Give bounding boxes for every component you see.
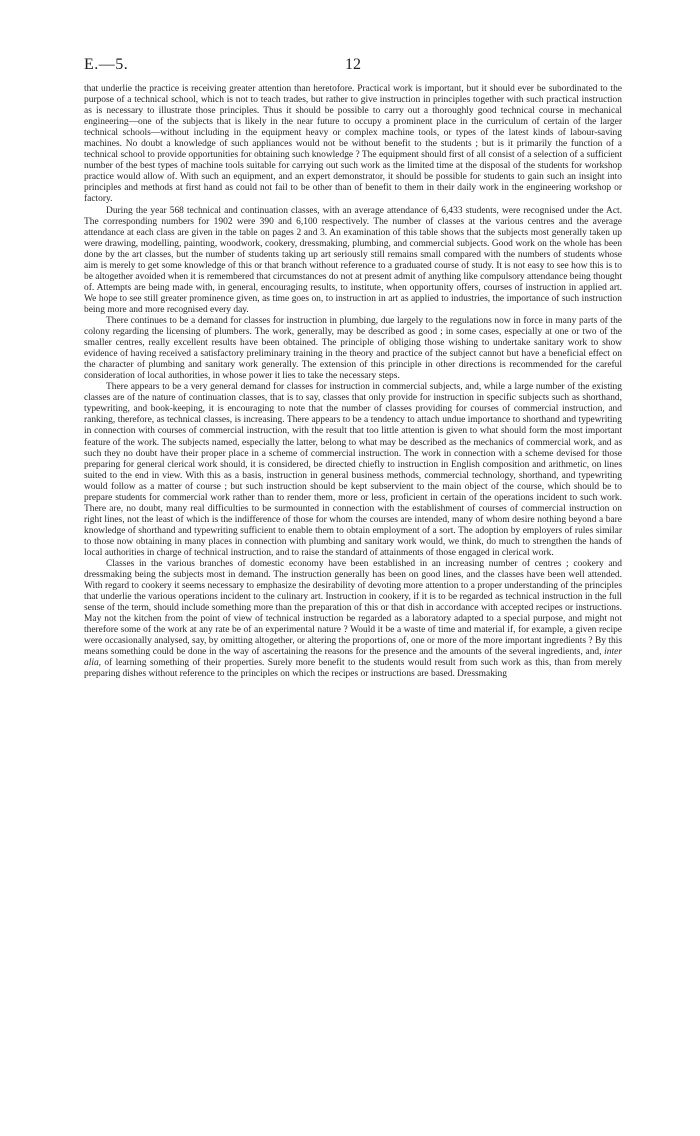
- paragraph-commercial-subjects: There appears to be a very general demand for classes for instruction in commercial subjects, and, while a large number of the existing classes are of the nature of continuation classes, that is to say, classes that only provide for instruction in specific subjects such as shorthand, typewriting, and book-keeping, it is encouraging to note that the number of classes providing for courses of commercial instruction, and ranking, therefore, as technical classes, is increasing. There appears to be a tendency to attach undue importance to shorthand and typewriting in connection with courses of commercial instruction, with the result that too little attention is given to what should form the most important feature of the work. The subjects named, especially the latter, belong to what may be described as the mechanics of commercial work, and as such they no doubt have their proper place in a scheme of commercial instruction. The work in connection with a scheme devised for those preparing for general clerical work should, it is considered, be directed chiefly to instruction in English composition and arithmetic, on lines suited to the end in view. With this as a basis, instruction in general business methods, commercial technology, shorthand, and typewriting would follow as a matter of course ; but such instruction should be kept subservient to the main object of the course, which should be to prepare students for commercial work rather than to render them, more or less, proficient in certain of the operations incident to such work. There are, no doubt, many real difficulties to be surmounted in connection with the establishment of courses of commercial instruction on right lines, not the least of which is the indifference of those for whom the courses are intended, many of whom desire nothing beyond a bare knowledge of shorthand and typewriting sufficient to enable them to obtain employment of a sort. The adoption by employers of rules similar to those now obtaining in many places in connection with plumbing and sanitary work would, we think, do much to strengthen the hands of local authorities in charge of technical instruction, and to raise the standard of attainments of those engaged in clerical work.: [84, 382, 622, 558]
- domestic-economy-text-start: Classes in the various branches of domestic economy have been established in an increasing number of centres ; cookery and dressmaking being the subjects most in demand. The instruction generally has been on good lines, and the classes have been well attended. With regard to cookery it seems necessary to emphasize the desirability of devoting more attention to a proper understanding of the principles that underlie the various operations incident to the culinary art. Instruction in cookery, if it is to be regarded as technical instruction in the full sense of the term, should include something more than the preparation of this or that dish in accordance with accepted recipes or instructions. May not the kitchen from the point of view of technical instruction be regarded as a laboratory adapted to a special purpose, and might not therefore some of the work at any rate be of an experimental nature ? Would it be a waste of time and material if, for example, a given recipe were occasionally analysed, say, by omitting altogether, or altering the proportions of, one or more of the more important ingredients ? By this means something could be done in the way of ascertaining the reasons for the presence and the amounts of the several ingredients, and,: [84, 559, 622, 658]
- paragraph-class-attendance: During the year 568 technical and continuation classes, with an average attendance of 6,433 students, were recognised under the Act. The corresponding numbers for 1902 were 390 and 6,100 respectively. The number of classes at the various centres and the average attendance at each class are given in the table on pages 2 and 3. An examination of this table shows that the subjects most generally taken up were drawing, modelling, painting, woodwork, cookery, dressmaking, plumbing, and commercial subjects. Good work on the whole has been done by the art classes, but the number of students taking up art seriously still remains small compared with the numbers of students whose aim is merely to get some knowledge of this or that branch without reference to a graduated course of study. It is not easy to see how this is to be altogether avoided when it is remembered that circumstances do not at present admit of anything like compulsory attendance being thought of. Attempts are being made with, in general, encouraging results, to institute, when opportunity offers, courses of instruction in applied art. We hope to see still greater prominence given, as time goes on, to instruction in art as applied to industries, the importance of such instruction being more and more recognised every day.: [84, 205, 622, 315]
- latin-phrase: inter alia,: [84, 647, 622, 669]
- page-header: [84, 56, 622, 84]
- paragraph-plumbing: There continues to be a demand for classes for instruction in plumbing, due largely to the regulations now in force in many parts of the colony regarding the licensing of plumbers. The work, generally, may be described as good ; in some cases, especially at one or two of the smaller centres, really excellent results have been obtained. The principle of obliging those wishing to undertake sanitary work to show evidence of having received a satisfactory preliminary training in the theory and practice of the subject cannot but have a beneficial effect on the character of plumbing and sanitary work generally. The extension of this principle in other directions is recommended for the careful consideration of local authorities, in whose power it lies to take the necessary steps.: [84, 315, 622, 382]
- paragraph-domestic-economy: [84, 559, 622, 681]
- page-number: 12: [345, 56, 361, 73]
- paragraph-technical-school-purpose: that underlie the practice is receiving greater attention than heretofore. Practical work is important, but it should ever be subordinated to the purpose of a technical school, which is not to teach trades, but rather to give instruction in principles together with such practical instruction as is necessary to illustrate those principles. Thus it should be possible to carry out a thoroughly good technical course in mechanical engineering—one of the subjects that is likely in the near future to occupy a prominent place in the curriculum of certain of the larger technical schools—without including in the equipment heavy or complex machine tools, or types of the latest kinds of labour-saving machines. No doubt a knowledge of such appliances would not be without benefit to the students ; but is it primarily the function of a technical school to provide opportunities for obtaining such knowledge ? The equipment should first of all consist of a selection of a sufficient number of the best types of machine tools suitable for carrying out such work as the limited time at the disposal of the students for workshop practice would allow of. With such an equipment, and an expert demonstrator, it should be possible for students to gain such an insight into principles and methods at first hand as could not fail to be other than of benefit to them in their daily work in the engineering workshop or factory.: [84, 84, 622, 205]
- document-page: [84, 56, 622, 681]
- document-reference: E.—5.: [84, 56, 129, 73]
- domestic-economy-text-end: of learning something of their properties. Surely more benefit to the students would result from such work as this, than from merely preparing dishes without reference to the principles on which the recipes or instructions are based. Dressmaking: [84, 658, 622, 680]
- body-text: [84, 84, 622, 681]
